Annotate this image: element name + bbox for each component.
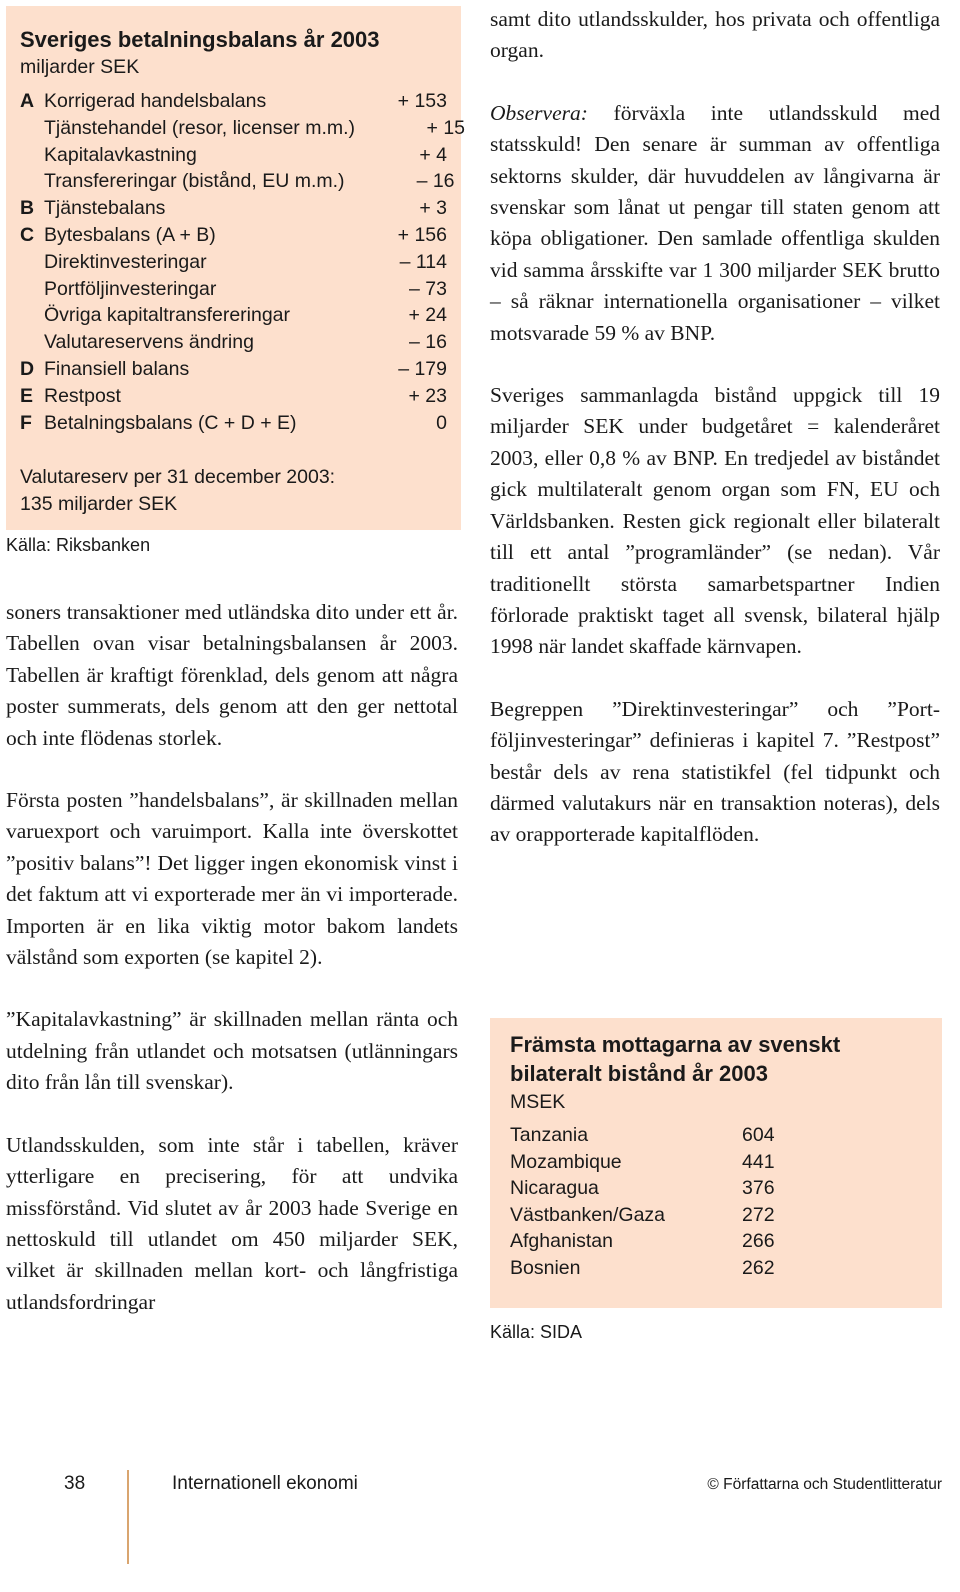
aid-row: [510, 1228, 922, 1255]
observera-text: förväxla inte utlandsskuld med statsskuld! Den senare är summan av offentliga sektorns skulder, där huvuddelen av långivarna är svenskar som lånat ut pengar till staten genom att köpa obligationer. Den samlade offentliga skulden vid samma årsskifte var 1 300 miljarder SEK brutto – så räknar internationella organisationer – vilket motsvarade 59 % av BNP.: [490, 100, 940, 345]
aid-row: [510, 1122, 922, 1149]
body-paragraph: Begreppen ”Direktinvesteringar” och ”Portföljinvesteringar” definieras i kapitel 7. ”Restpost” består dels av rena statistikfel (fel tidpunkt och därmed valutakurs när en transaktion noteras), dels av orapporterade kapitalflöden.: [490, 696, 940, 847]
copyright-notice: © Författarna och Studentlitteratur: [707, 1476, 942, 1493]
bop-row-label: Transfereringar (bistånd, EU m.m.): [44, 170, 345, 193]
bop-row-letter: A: [20, 90, 35, 112]
reserve-note: [20, 464, 447, 518]
aid-value: 604: [742, 1124, 775, 1146]
bop-row-letter: D: [20, 357, 35, 380]
body-paragraph: samt dito utlandsskulder, hos privata och offentliga organ.: [490, 7, 940, 63]
aid-value: 272: [742, 1203, 775, 1226]
aid-value: 441: [742, 1150, 775, 1173]
aid-unit: MSEK: [510, 1091, 566, 1113]
bop-row: [20, 302, 447, 329]
bop-row: [20, 222, 447, 249]
page-footer: [0, 1470, 960, 1570]
bop-row-value: + 153: [397, 90, 447, 112]
bop-row-letter: C: [20, 223, 35, 246]
reserve-note-line: 135 miljarder SEK: [20, 493, 178, 516]
bop-row-label: Portföljinvesteringar: [44, 277, 217, 300]
body-paragraph: [490, 98, 940, 349]
bop-row-value: + 3: [419, 197, 447, 220]
bop-row-value: – 16: [409, 331, 447, 354]
bop-row: [20, 276, 447, 303]
bop-row-label: Valutareservens ändring: [44, 331, 254, 354]
bop-row-label: Direktinvesteringar: [44, 250, 207, 273]
aid-value: 262: [742, 1256, 775, 1279]
reserve-note-line: Valutareserv per 31 december 2003:: [20, 466, 336, 489]
bop-row-letter: [20, 276, 44, 303]
bop-row-letter: [20, 142, 44, 169]
bop-row-value: – 16: [416, 170, 455, 193]
bop-row-value: + 156: [397, 223, 447, 246]
left-text-column: [6, 597, 458, 1349]
bop-title: Sveriges betalningsbalans år 2003: [20, 27, 380, 52]
bop-row: [20, 356, 447, 383]
bop-row-letter: [20, 329, 44, 356]
aid-source: Källa: SIDA: [490, 1322, 583, 1342]
bop-row: [20, 410, 447, 437]
aid-country: Nicaragua: [510, 1177, 599, 1199]
aid-country: Mozambique: [510, 1150, 622, 1173]
aid-country: Bosnien: [510, 1256, 581, 1279]
bop-row-value: 0: [436, 411, 447, 434]
bop-row: [20, 88, 447, 115]
aid-row: [510, 1202, 922, 1229]
bop-row-letter: F: [20, 411, 32, 434]
bop-row: [20, 249, 447, 276]
bop-row-value: + 23: [408, 384, 447, 407]
bop-row: [20, 168, 455, 195]
body-paragraph: ”Kapitalavkastning” är skillnaden mellan ränta och utdelning från utlandet och motsatsen (utlänningars dito från lån till svenskar).: [6, 1007, 458, 1095]
bop-row-letter: [20, 115, 44, 142]
aid-row: [510, 1175, 922, 1202]
balance-of-payments-box: [6, 6, 466, 530]
bop-source: Källa: Riksbanken: [6, 535, 151, 555]
bop-unit: miljarder SEK: [20, 56, 140, 78]
bop-row-value: – 114: [399, 250, 447, 273]
bop-row: [20, 142, 447, 169]
bop-row-label: Restpost: [44, 384, 121, 407]
aid-recipients-box: [490, 1018, 942, 1308]
aid-value: 266: [742, 1230, 775, 1252]
body-paragraph: Sveriges sammanlagda bistånd uppgick till 19 miljarder SEK under budgetåret = kalenderåret 2003, eller 0,8 % av BNP. En tredjedel av biståndet gick multilateralt genom organ som FN, EU och Världsbanken. Resten gick regionalt eller bilateralt till ett antal ”programländer” (se nedan). Vår traditionellt största samarbetspartner Indien förlorade praktiskt taget all svensk, bilateral hjälp 1998 när landet skaffade kärnvapen.: [490, 383, 940, 659]
aid-country: Tanzania: [510, 1124, 589, 1146]
body-paragraph: soners transaktioner med utländska dito under ett år. Tabellen ovan visar betalningsbalansen år 2003. Tabellen är kraftigt förenklad, dels genom att några poster summerats, dels genom att den ger nettotal och inte flödenas storlek.: [6, 600, 458, 750]
aid-title-line: bilateralt bistånd år 2003: [510, 1061, 768, 1086]
bop-row-value: + 4: [419, 143, 447, 166]
bop-row: [20, 195, 447, 222]
bop-row-letter: [20, 168, 44, 195]
bop-row-letter: B: [20, 197, 35, 220]
bop-row-label: Betalningsbalans (C + D + E): [44, 411, 297, 434]
bop-row-letter: E: [20, 384, 34, 407]
aid-country: Afghanistan: [510, 1230, 613, 1252]
bop-row-label: Finansiell balans: [44, 357, 190, 380]
body-paragraph: Utlandsskulden, som inte står i tabellen, kräver ytterligare en precisering, för att undvika missförstånd. Vid slutet av år 2003 hade Sverige en nettoskuld till utlandet om 450 miljarder SEK, vilket är skillnaden mellan kort- och långfristiga utlandsfordringar: [6, 1132, 458, 1314]
right-text-column: [490, 4, 940, 882]
bop-row-label: Tjänstehandel (resor, licenser m.m.): [44, 116, 356, 139]
bop-row-letter: [20, 302, 44, 329]
aid-country: Västbanken/Gaza: [510, 1203, 666, 1226]
observera-label: Observera:: [490, 100, 588, 125]
bop-row: [20, 115, 466, 142]
bop-row-value: + 15: [426, 116, 466, 139]
aid-row: [510, 1149, 922, 1176]
footer-divider: [127, 1470, 129, 1564]
aid-title-line: Främsta mottagarna av svenskt: [510, 1032, 841, 1057]
bop-row: [20, 383, 447, 410]
book-title: Internationell ekonomi: [172, 1473, 358, 1494]
aid-row: [510, 1255, 922, 1282]
aid-value: 376: [742, 1177, 775, 1199]
bop-row-label: Övriga kapitaltransfereringar: [44, 304, 291, 327]
bop-row-value: – 179: [398, 357, 447, 380]
bop-row-label: Korrigerad handelsbalans: [44, 90, 267, 112]
bop-row-label: Tjänstebalans: [44, 197, 166, 220]
page-number: 38: [64, 1473, 86, 1494]
bop-row-value: + 24: [408, 304, 447, 327]
body-paragraph: Första posten ”handelsbalans”, är skillnaden mellan varuexport och varuimport. Kalla inte överskottet ”positiv balans”! Det ligger ingen ekonomisk vinst i det faktum att vi exporterade mer än vi importerade. Importen är en lika viktig motor bakom landets välstånd som exporten (se kapitel 2).: [6, 788, 458, 970]
bop-row-label: Kapitalavkastning: [44, 143, 197, 166]
bop-row-label: Bytesbalans (A + B): [44, 223, 216, 246]
bop-row-value: – 73: [409, 277, 447, 300]
bop-row-letter: [20, 249, 44, 276]
bop-row: [20, 329, 447, 356]
bop-rows: [20, 88, 466, 436]
